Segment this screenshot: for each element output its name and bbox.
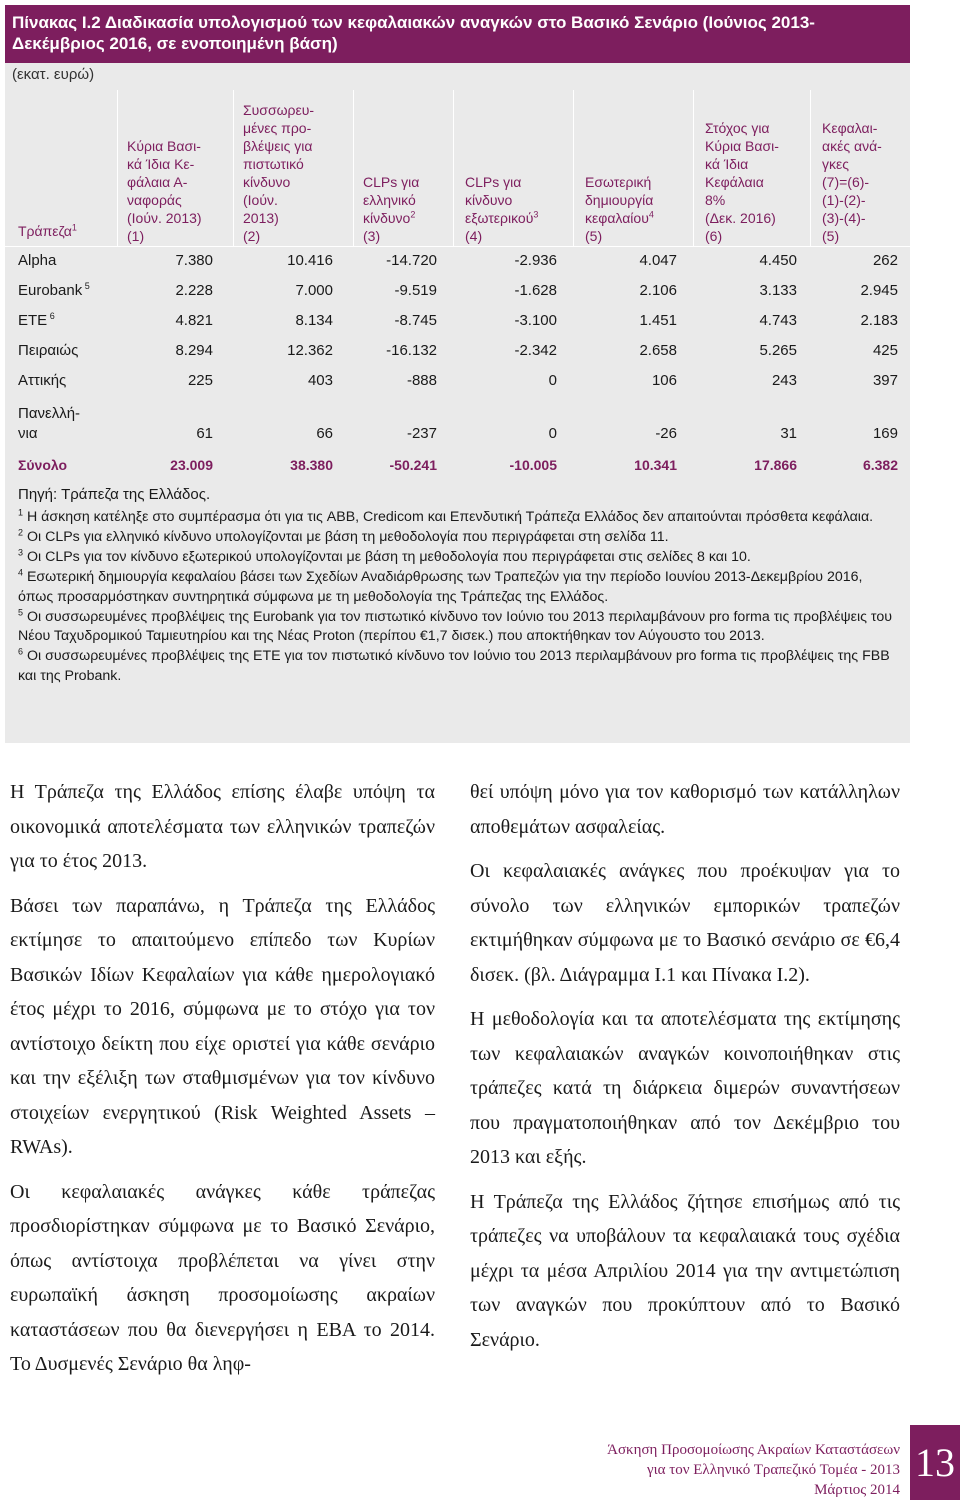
- header-line: δημιουργία: [585, 192, 654, 208]
- header-col2: [243, 101, 314, 245]
- header-line: εξωτερικού$^3$: [465, 209, 539, 226]
- table-cell: 8.134: [295, 312, 333, 329]
- table-cell: 5.265: [759, 342, 797, 359]
- header-line: 2013): [243, 210, 279, 226]
- table-cell: 243: [771, 372, 797, 389]
- table-cell: 106: [651, 372, 677, 389]
- footnote: $^2$ Οι CLPs για ελληνικό κίνδυνο υπολογίζονται με βάση τη μεθοδολογία που περιγράφεται στη σελίδα 11.: [18, 527, 669, 545]
- table-row: [0, 405, 960, 447]
- table-cell: 262: [872, 252, 898, 269]
- table-cell: -8.745: [394, 312, 437, 329]
- total-cell: -10.005: [509, 457, 557, 473]
- total-label: Σύνολο: [18, 457, 68, 473]
- col-sep: [117, 90, 118, 246]
- table-cell: 4.047: [639, 252, 677, 269]
- header-col7: [822, 119, 882, 245]
- header-line: (4): [465, 228, 483, 244]
- table-row: [0, 252, 960, 274]
- col-sep: [693, 90, 694, 246]
- header-bank: Τράπεζα$^1$: [18, 222, 77, 239]
- body-paragraph: Η μεθοδολογία και τα αποτελέσματα της εκτίμησης των κεφαλαιακών αναγκών κοινοποιήθηκαν στις τράπεζες κατά τη διάρκεια διμερών συναντήσεων που πραγματοποιήθηκαν από τον Δεκέμβριο του 2013 και εξής.: [470, 1008, 900, 1168]
- table-row: [0, 282, 960, 304]
- col-sep: [353, 90, 354, 246]
- total-cell: 10.341: [634, 457, 677, 473]
- table-cell: 425: [872, 342, 898, 359]
- table-cell: 66: [316, 425, 333, 442]
- table-cell: 4.743: [759, 312, 797, 329]
- header-col6: [705, 119, 779, 245]
- table-cell: 61: [196, 425, 213, 442]
- header-line: CLPs για: [363, 174, 420, 190]
- total-cell: 6.382: [862, 457, 898, 473]
- header-line: κεφαλαίου$^4$: [585, 209, 654, 226]
- body-paragraph: Βάσει των παραπάνω, η Τράπεζα της Ελλάδος εκτίμησε το απαιτούμενο επίπεδο των Κυρίων Βασικών Ιδίων Κεφαλαίων για κάθε ημερολογιακό έτος μέχρι το 2016, σύμφωνα με το στόχο για τον αντίστοιχο δείκτη που είχε οριστεί για κάθε σενάριο και την εξέλιξη των σταθμισμένων για τον κίνδυνο στοιχείων ενεργητικού (Risk Weighted Assets – RWAs).: [10, 894, 435, 1158]
- header-line: (Ιούν. 2013): [127, 210, 202, 226]
- header-col1: [127, 137, 202, 245]
- table-cell: 2.945: [860, 282, 898, 299]
- row-bank-name: Alpha: [18, 252, 57, 269]
- col-sep: [810, 90, 811, 246]
- header-line: κά Ίδια Κε-: [127, 156, 195, 172]
- row-bank-name: Αττικής: [18, 372, 67, 389]
- table-cell: 397: [872, 372, 898, 389]
- header-line: κίνδυνο: [465, 192, 513, 208]
- table-cell: -888: [406, 372, 437, 389]
- table-cell: -14.720: [386, 252, 437, 269]
- header-line: Κεφαλαι-: [822, 120, 878, 136]
- footer-line2: για τον Ελληνικό Τραπεζικό Τομέα - 2013: [646, 1462, 900, 1478]
- header-line: μένες προ-: [243, 120, 312, 136]
- row-bank-name: Πανελλή-: [18, 405, 81, 422]
- header-line: (1): [127, 228, 145, 244]
- body-paragraph: Οι κεφαλαιακές ανάγκες κάθε τράπεζας προσδιορίστηκαν σύμφωνα με το Βασικό Σενάριο, όπως αντίστοιχα προβλέπεται να γίνει στην ευρωπαϊκή άσκηση προσομοίωσης ακραίων καταστάσεων που θα διενεργήσει η EBA το 2014. Το Δυσμενές Σενάριο θα ληφ-: [10, 1180, 435, 1375]
- header-line: 8%: [705, 192, 726, 208]
- table-cell: 12.362: [287, 342, 333, 359]
- header-line: (Ιούν.: [243, 192, 278, 208]
- table-cell: -1.628: [514, 282, 557, 299]
- row-bank-name-cont: νια: [18, 425, 38, 442]
- header-line: γκες: [822, 156, 849, 172]
- header-line: κίνδυνο$^2$: [363, 209, 416, 226]
- row-bank-name: ΕΤΕ $^6$: [18, 311, 55, 329]
- body-paragraph: Η Τράπεζα της Ελλάδος επίσης έλαβε υπόψη τα οικονομικά αποτελέσματα των ελληνικών τραπεζών για το έτος 2013.: [10, 781, 435, 872]
- table-notes: [18, 508, 900, 687]
- table-cell: -3.100: [514, 312, 557, 329]
- row-bank-name: Πειραιώς: [18, 342, 79, 359]
- table-cell: -9.519: [394, 282, 437, 299]
- header-line: Κύρια Βασι-: [705, 138, 779, 154]
- header-line: Κεφάλαια: [705, 174, 764, 190]
- header-col3: [363, 173, 419, 245]
- header-line: (2): [243, 228, 261, 244]
- table-cell: 2.658: [639, 342, 677, 359]
- footnote: $^4$ Εσωτερική δημιουργία κεφαλαίου βάσει των Σχεδίων Αναδιάρθρωσης των Τραπεζών για την περίοδο Ιουνίου 2013-Δεκεμβρίου 2016, όπως προσαρμόστηκαν συντηρητικά σύμφωνα με τη μεθοδολογία της Τράπεζας της Ελλάδος.: [18, 566, 863, 605]
- total-cell: -50.241: [389, 457, 437, 473]
- header-line: βλέψεις για: [243, 138, 313, 154]
- table-row: [0, 312, 960, 334]
- table-cell: -16.132: [386, 342, 437, 359]
- header-line: (5): [585, 228, 603, 244]
- header-line: (3): [363, 228, 381, 244]
- footer-line3: Μάρτιος 2014: [814, 1482, 900, 1498]
- header-line: ακές ανά-: [822, 138, 882, 154]
- table-cell: 225: [187, 372, 213, 389]
- header-line: ναφοράς: [127, 192, 182, 208]
- body-paragraph: Η Τράπεζα της Ελλάδος ζήτησε επισήμως από τις τράπεζες να υποβάλουν τα κεφαλαιακά τους σχέδια μέχρι τα μέσα Απριλίου 2014 για την αντιμετώπιση των αναγκών που προκύπτουν από το Βασικό Σενάριο.: [470, 1190, 900, 1351]
- total-cell: 17.866: [754, 457, 797, 473]
- table-title: Πίνακας Ι.2 Διαδικασία υπολογισμού των κεφαλαιακών αναγκών στο Βασικό Σενάριο (Ιούνιος 2013-Δεκέμβριος 2016, σε ενοποιημένη βάση): [12, 13, 815, 53]
- header-line: Εσωτερική: [585, 174, 652, 190]
- header-line: Συσσωρευ-: [243, 102, 315, 118]
- row-bank-name: Eurobank $^5$: [18, 281, 90, 299]
- table-cell: 4.450: [759, 252, 797, 269]
- table-cell: 2.183: [860, 312, 898, 329]
- col-sep: [453, 90, 454, 246]
- body-paragraph: Οι κεφαλαιακές ανάγκες που προέκυψαν για το σύνολο των ελληνικών εμπορικών τραπεζών εκτιμήθηκαν σύμφωνα με το Βασικό σενάριο σε €6,4 δισεκ. (βλ. Διάγραμμα Ι.1 και Πίνακα Ι.2).: [470, 860, 900, 986]
- table-row: [0, 372, 960, 394]
- table-cell: 31: [780, 425, 797, 442]
- table-cell: 7.380: [175, 252, 213, 269]
- header-col4: [465, 173, 538, 245]
- table-cell: 169: [872, 425, 898, 442]
- page-footer: [540, 1440, 900, 1500]
- table-unit: (εκατ. ευρώ): [12, 66, 95, 83]
- table-cell: 2.106: [639, 282, 677, 299]
- footnote: $^1$ Η άσκηση κατέληξε στο συμπέρασμα ότι για τις ABB, Credicom και Επενδυτική Τράπεζα Ελλάδος δεν απαιτούνται πρόσθετα κεφάλαια.: [18, 507, 874, 525]
- col-sep: [573, 90, 574, 246]
- footnote: $^6$ Οι συσσωρευμένες προβλέψεις της ΕΤΕ για τον πιστωτικό κίνδυνο τον Ιούνιο του 2013 περιλαμβάνουν pro forma τις προβλέψεις της FBB και της Probank.: [18, 646, 890, 685]
- body-paragraph: θεί υπόψη μόνο για τον καθορισμό των κατάλληλων αποθεμάτων ασφαλείας.: [470, 781, 900, 838]
- table-cell: 8.294: [175, 342, 213, 359]
- header-line: κά Ίδια: [705, 156, 749, 172]
- table-cell: 7.000: [295, 282, 333, 299]
- table-cell: 403: [307, 372, 333, 389]
- page-number: 13: [910, 1425, 960, 1500]
- header-line: κίνδυνο: [243, 174, 291, 190]
- body-left-column: [10, 775, 435, 1392]
- header-line: (7)=(6)-: [822, 174, 870, 190]
- header-line: Στόχος για: [705, 120, 770, 136]
- table-cell: 4.821: [175, 312, 213, 329]
- footnote: $^5$ Οι συσσωρευμένες προβλέψεις της Eurobank για τον πιστωτικό κίνδυνο τον Ιούνιο του 2013 περιλαμβάνουν pro forma τις προβλέψεις του Νέου Ταχυδρομικού Ταμιευτηρίου και της Νέας Proton (περίπου €1,7 δισεκ.) που αποκτήθηκαν τον Αύγουστο του 2013.: [18, 606, 892, 645]
- header-line: πιστωτικό: [243, 156, 304, 172]
- table-cell: 0: [548, 425, 557, 442]
- footer-line1: Άσκηση Προσομοίωσης Ακραίων Καταστάσεων: [607, 1442, 900, 1458]
- header-line: (3)-(4)-: [822, 210, 866, 226]
- table-cell: 3.133: [759, 282, 797, 299]
- header-divider: [5, 246, 910, 247]
- body-right-column: [470, 775, 900, 1367]
- table-cell: 10.416: [287, 252, 333, 269]
- table-cell: 2.228: [175, 282, 213, 299]
- table-total-row: [0, 457, 960, 479]
- header-line: (6): [705, 228, 723, 244]
- total-cell: 38.380: [290, 457, 333, 473]
- header-line: CLPs για: [465, 174, 522, 190]
- table-row: [0, 342, 960, 364]
- header-col5: [585, 173, 654, 245]
- total-cell: 23.009: [170, 457, 213, 473]
- table-source: Πηγή: Τράπεζα της Ελλάδος.: [18, 486, 211, 503]
- table-cell: -237: [406, 425, 437, 442]
- header-line: (Δεκ. 2016): [705, 210, 776, 226]
- header-line: ελληνικό: [363, 192, 416, 208]
- header-line: Κύρια Βασι-: [127, 138, 201, 154]
- table-cell: 1.451: [639, 312, 677, 329]
- col-sep: [233, 90, 234, 246]
- header-line: φάλαια Α-: [127, 174, 188, 190]
- footnote: $^3$ Οι CLPs για τον κίνδυνο εξωτερικού υπολογίζονται με βάση τη μεθοδολογία που περιγράφεται στις σελίδες 8 και 10.: [18, 547, 751, 565]
- table-cell: 0: [548, 372, 557, 389]
- table-cell: -2.936: [514, 252, 557, 269]
- table-cell: -26: [655, 425, 677, 442]
- header-line: (1)-(2)-: [822, 192, 866, 208]
- header-line: (5): [822, 228, 840, 244]
- table-cell: -2.342: [514, 342, 557, 359]
